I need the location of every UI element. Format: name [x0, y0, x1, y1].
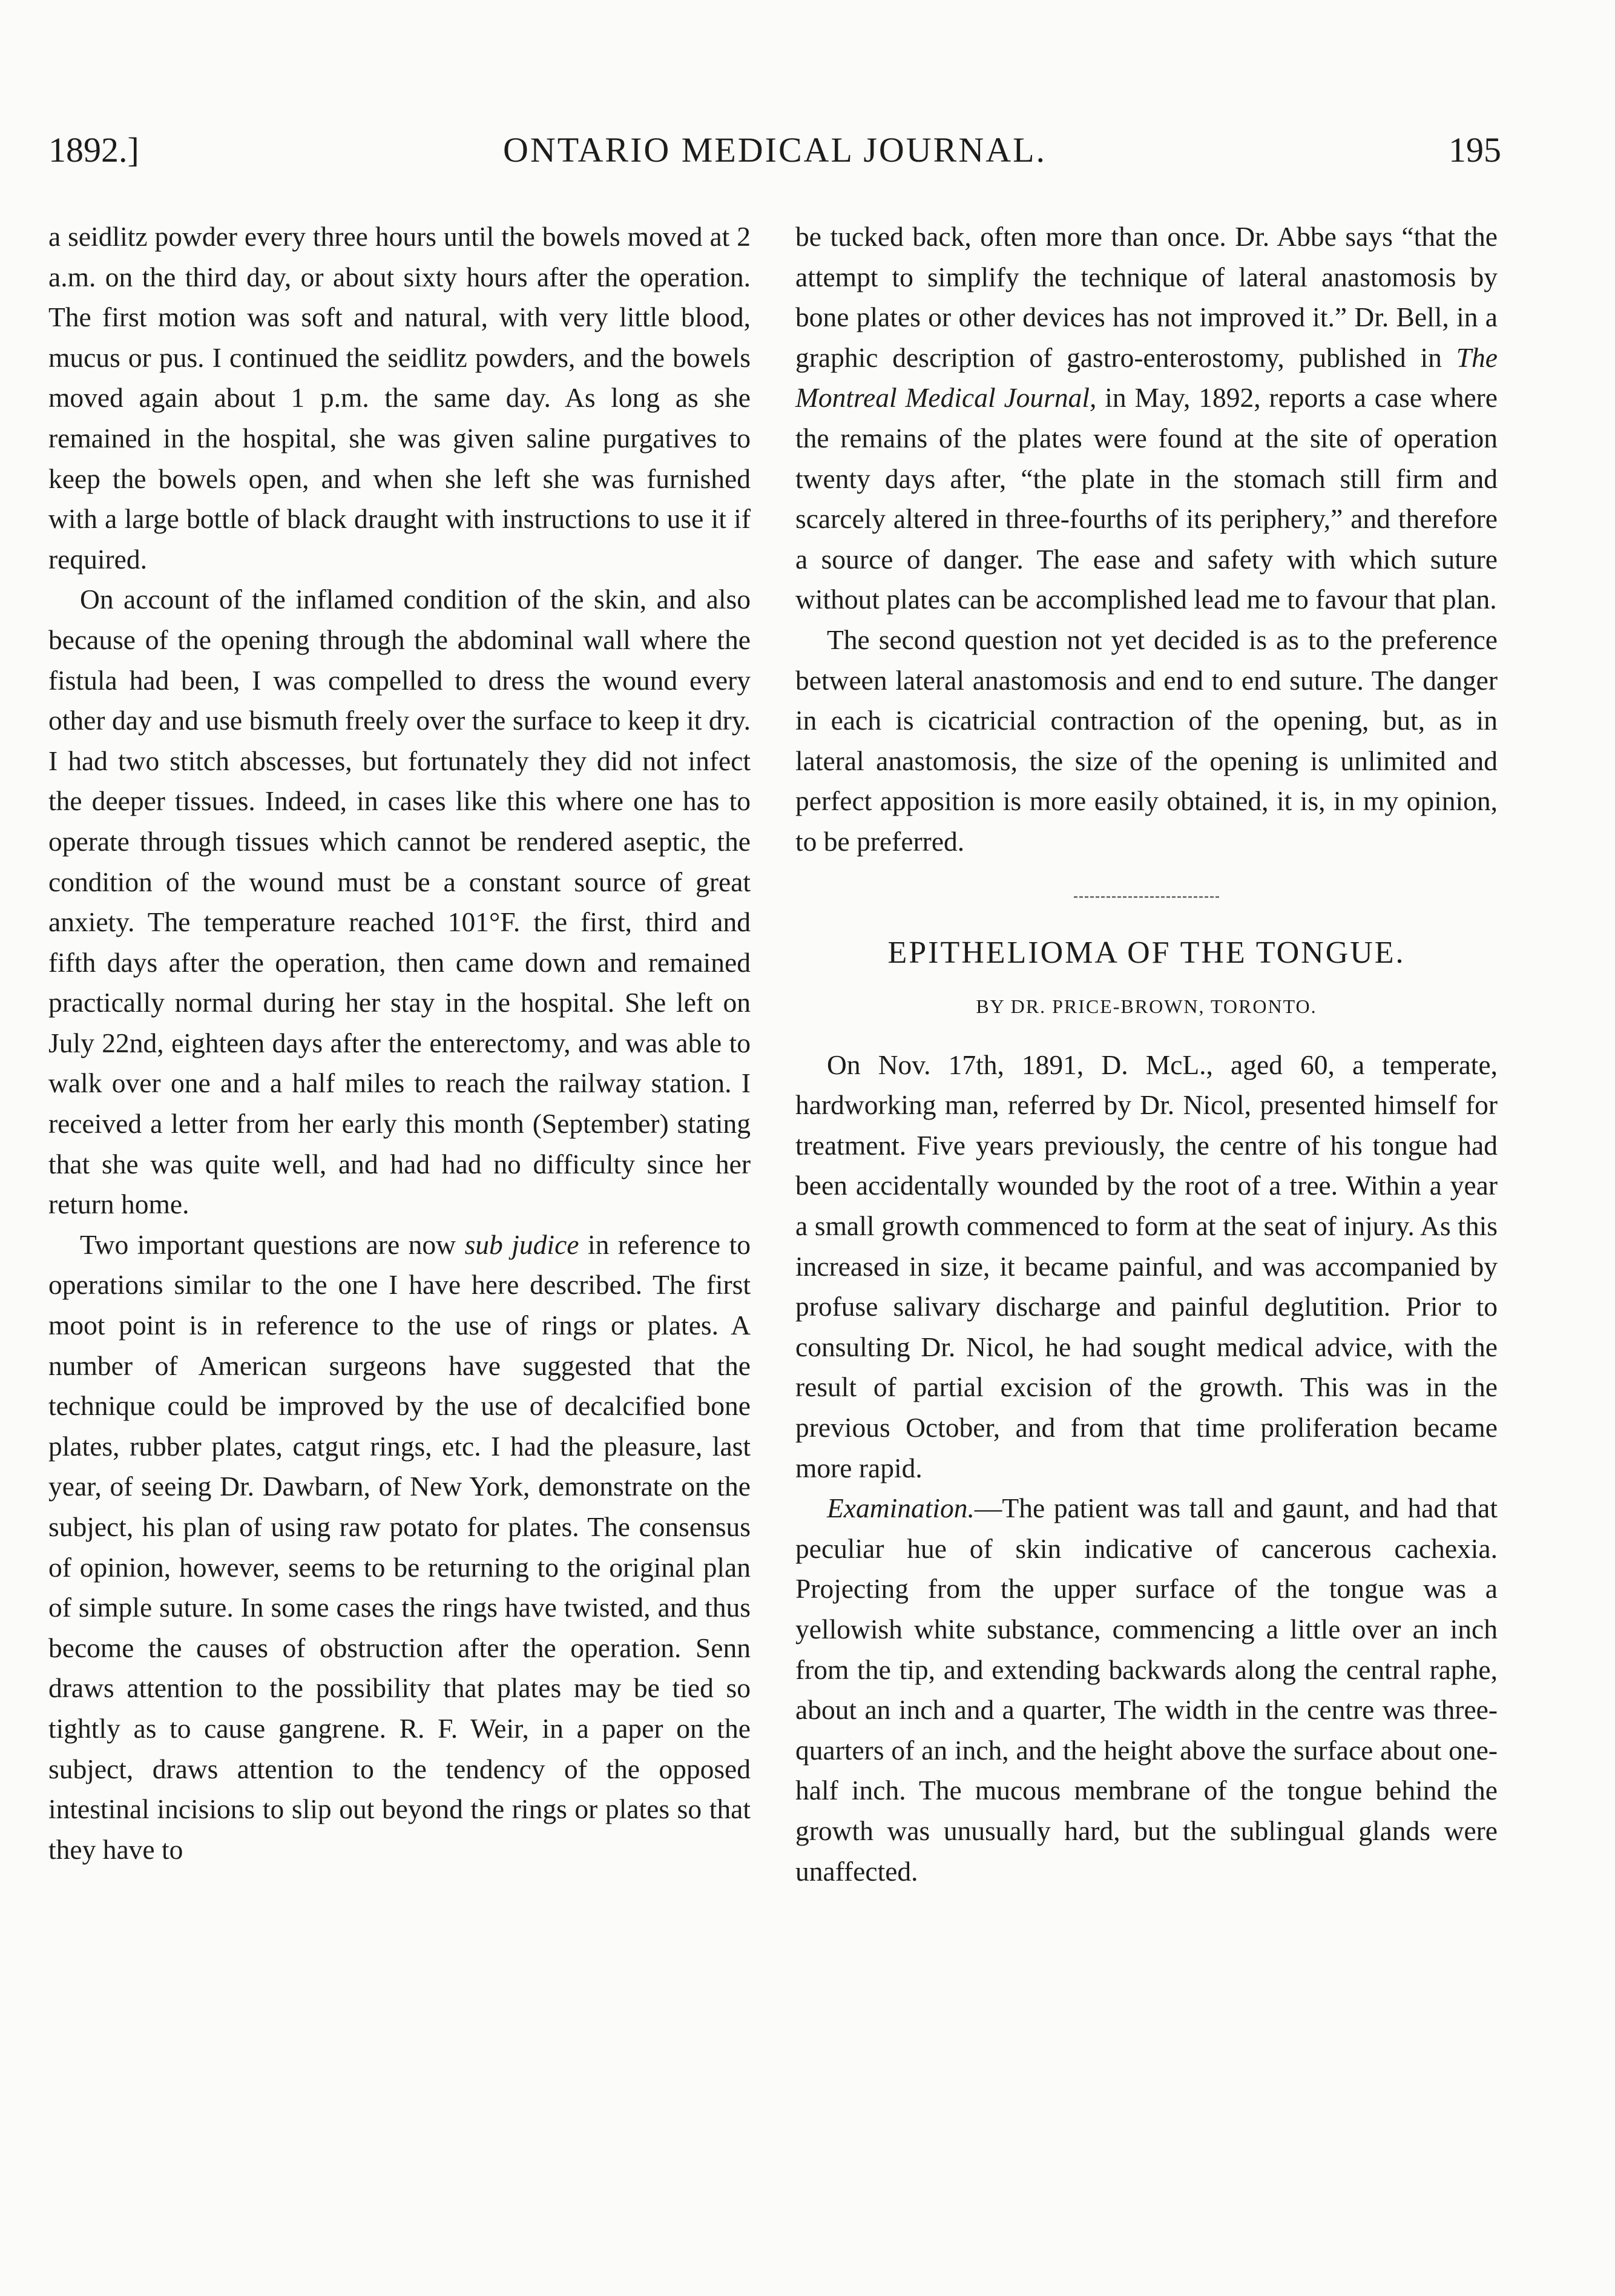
italic-phrase: sub judice	[464, 1229, 579, 1260]
text-run: Two important questions are now	[80, 1229, 456, 1260]
header-year: 1892.]	[48, 130, 139, 170]
section-run-in-heading: Examination.	[827, 1493, 975, 1524]
text-run: in reference to operations similar to the one I have here described. The first moot point is in reference to the use of rings or plates. A number of American surgeons have suggested that the technique could be improved by the use of decalcified bone plates, rubber plates, catgut rings, etc. I had the pleasure, last year, of seeing Dr. Dawbarn, of New York, demonstrate on the subject, his plan of using raw potato for plates. The consensus of opinion, however, seems to be returning to the original plan of simple suture. In some cases the rings have twisted, and thus become the causes of obstruction after the operation. Senn draws attention to the possibility that plates may be tied so tightly as to cause gangrene. R. F. Weir, in a paper on the subject, draws attention to the tendency of the opposed intestinal incisions to slip out beyond the rings or plates so that they have to	[48, 1229, 751, 1865]
section-divider	[1074, 896, 1219, 900]
paragraph: The second question not yet decided is as to the preference between lateral anastomosis and end to end suture. The danger in each is cicatricial contraction of the opening, but, as in lateral anastomosis, the size of the opening is unlimited and perfect apposition is more easily obtained, it is, in my opinion, to be preferred.	[795, 624, 1498, 857]
article-title: EPITHELIOMA OF THE TONGUE.	[887, 935, 1406, 970]
article-byline: BY DR. PRICE-BROWN, TORONTO.	[976, 995, 1317, 1018]
paragraph	[795, 1488, 1498, 1892]
left-column	[48, 217, 751, 1870]
journal-title: ONTARIO MEDICAL JOURNAL.	[502, 130, 1047, 170]
paragraph: On account of the inflamed condition of the skin, and also because of the opening through the abdominal wall where the fistula had been, I was compelled to dress the wound every other day and use bismuth freely over the surface to keep it dry. I had two stitch abscesses, but fortunately they did not infect the deeper tissues. Indeed, in cases like this where one has to operate through tissues which cannot be rendered aseptic, the condition of the wound must be a constant source of great anxiety. The temperature reached 101°F. the first, third and fifth days after the operation, then came down and remained practically normal during her stay in the hospital. She left on July 22nd, eighteen days after the enterectomy, and was able to walk over one and a half miles to reach the railway station. I received a letter from her early this month (September) stating that she was quite well, and had had no difficulty since her return home.	[48, 584, 751, 1220]
text-run: in May, 1892, reports a case where the remains of the plates were found at the site of operation twenty days after, “the plate in the stomach still firm and scarcely altered in three-fourths of its periphery,” and therefore a source of danger. The ease and safety with which suture without plates can be accomplished lead me to favour that plan.	[795, 382, 1498, 615]
running-header	[48, 130, 1501, 178]
right-column	[795, 217, 1498, 1892]
paragraph	[795, 217, 1498, 620]
journal-citation: The Montreal Medical Journal,	[795, 341, 1498, 414]
text-run: be tucked back, often more than once. Dr. Abbe says “that the attempt to simplify the technique of lateral anastomosis by bone plates or other devices has not improved it.” Dr. Bell, in a graphic description of gastro-enterostomy, published in	[795, 221, 1498, 373]
paragraph: On Nov. 17th, 1891, D. McL., aged 60, a temperate, hardworking man, referred by Dr. Nicol, presented himself for treatment. Five years previously, the centre of his tongue had been accidentally wounded by the root of a tree. Within a year a small growth commenced to form at the seat of injury. As this increased in size, it became painful, and was accompanied by profuse salivary discharge and painful deglutition. Prior to consulting Dr. Nicol, he had sought medical advice, with the result of partial excision of the growth. This was in the previous October, and from that time proliferation became more rapid.	[795, 1049, 1498, 1483]
paragraph: a seidlitz powder every three hours until the bowels moved at 2 a.m. on the third day, or about sixty hours after the operation. The first motion was soft and natural, with very little blood, mucus or pus. I continued the seidlitz powders, and the bowels moved again about 1 p.m. the same day. As long as she remained in the hospital, she was given saline purgatives to keep the bowels open, and when she left she was furnished with a large bottle of black draught with instructions to use it if required.	[48, 221, 751, 575]
text-run: —The patient was tall and gaunt, and had that peculiar hue of skin indicative of cancerous cachexia. Projecting from the upper surface of the tongue was a yellowish white substance, commencing a little over an inch from the tip, and extending backwards along the central raphe, about an inch and a quarter, The width in the centre was three-quarters of an inch, and the height above the surface about one-half inch. The mucous membrane of the tongue behind the growth was unusually hard, but the sublingual glands were unaffected.	[795, 1493, 1498, 1887]
page-number: 195	[1449, 130, 1501, 170]
paragraph	[48, 1225, 751, 1870]
